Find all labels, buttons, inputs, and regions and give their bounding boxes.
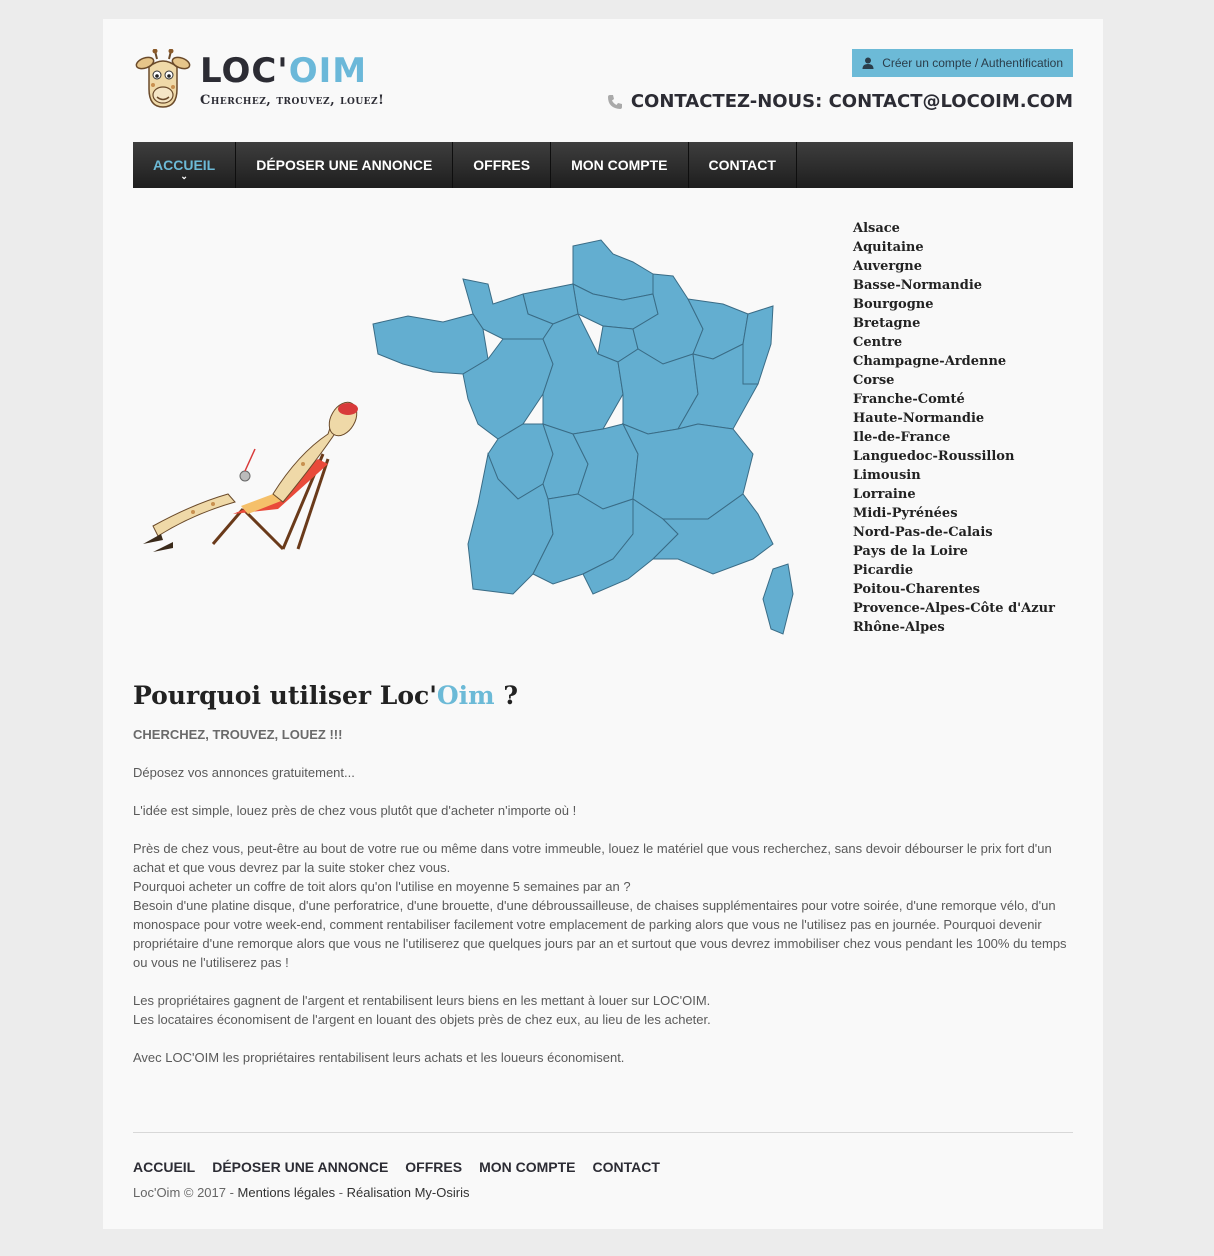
chevron-down-icon: ⌄	[180, 171, 188, 181]
region-link[interactable]: Picardie	[853, 563, 914, 578]
region-link[interactable]: Midi-Pyrénées	[853, 506, 958, 521]
paragraph: Pourquoi acheter un coffre de toit alors qu'on l'utilise en moyenne 5 semaines par an ?	[133, 879, 631, 894]
region-link[interactable]: Languedoc-Roussillon	[853, 449, 1015, 464]
giraffe-deckchair-illustration	[143, 397, 362, 552]
footer-link-contact[interactable]: CONTACT	[592, 1159, 660, 1175]
region-alsace	[743, 306, 773, 384]
region-link[interactable]: Poitou-Charentes	[853, 582, 980, 597]
region-link[interactable]: Rhône-Alpes	[853, 620, 945, 635]
user-icon	[862, 57, 874, 69]
region-list	[853, 219, 1093, 637]
paragraph: Les propriétaires gagnent de l'argent et rentabilisent leurs biens en les mettant à louer sur LOC'OIM.	[133, 993, 711, 1008]
region-link[interactable]: Haute-Normandie	[853, 411, 985, 426]
copyright-text: Loc'Oim © 2017 -	[133, 1185, 238, 1200]
paragraph: Les locataires économisent de l'argent en louant des objets près de chez eux, au lieu de les acheter.	[133, 1012, 711, 1027]
region-corse	[763, 564, 793, 634]
region-link[interactable]: Alsace	[853, 221, 900, 236]
nav-item-label: ACCUEIL	[153, 157, 216, 173]
region-link[interactable]: Franche-Comté	[853, 392, 965, 407]
nav-item-label: CONTACT	[708, 157, 776, 173]
nav-item-accueil[interactable]	[133, 142, 236, 188]
separator: -	[335, 1185, 347, 1200]
france-map[interactable]	[373, 240, 793, 634]
subtitle: CHERCHEZ, TROUVEZ, LOUEZ !!!	[133, 727, 343, 742]
nav-item-deposer[interactable]	[236, 142, 453, 188]
main-content	[133, 725, 1078, 1086]
giraffe-logo-icon	[133, 49, 195, 111]
page-container	[103, 19, 1103, 1229]
paragraph: Avec LOC'OIM les propriétaires rentabilisent leurs achats et les loueurs économisent.	[133, 1050, 625, 1065]
region-link[interactable]: Corse	[853, 373, 895, 388]
region-link[interactable]: Centre	[853, 335, 903, 350]
region-link[interactable]: Aquitaine	[853, 240, 924, 255]
footer-divider	[133, 1132, 1073, 1133]
nav-item-mon-compte[interactable]	[551, 142, 688, 188]
copyright	[133, 1185, 469, 1200]
region-link[interactable]: Provence-Alpes-Côte d'Azur	[853, 601, 1055, 616]
page-title: Pourquoi utiliser Loc'Oim ?	[133, 681, 518, 710]
region-link[interactable]: Champagne-Ardenne	[853, 354, 1007, 369]
footer-link-deposer[interactable]: DÉPOSER UNE ANNONCE	[212, 1159, 389, 1175]
map-svg	[133, 214, 813, 654]
region-link[interactable]: Limousin	[853, 468, 921, 483]
contact-text[interactable]: CONTACTEZ-NOUS: CONTACT@LOCOIM.COM	[630, 91, 1073, 112]
logo-wordmark: LOC'OIM	[200, 51, 368, 91]
nav-item-label: OFFRES	[473, 157, 531, 173]
region-bretagne	[373, 314, 488, 374]
paragraph: Déposez vos annonces gratuitement...	[133, 765, 355, 780]
site-logo[interactable]	[133, 49, 393, 119]
nav-item-contact[interactable]	[689, 142, 797, 188]
phone-icon	[607, 94, 623, 110]
footer-link-accueil[interactable]: ACCUEIL	[133, 1159, 196, 1175]
logo-tagline: Cherchez, trouvez, louez!	[200, 93, 385, 108]
account-button[interactable]	[852, 49, 1073, 77]
nav-item-label: DÉPOSER UNE ANNONCE	[256, 157, 433, 173]
nav-item-label: MON COMPTE	[571, 157, 668, 173]
paragraph: Besoin d'une platine disque, d'une perforatrice, d'une brouette, d'une débroussailleuse, de chaises supplémentaires pour votre soirée, d'une remorque vélo, d'un monospace pour votre week-end, comment rentabiliser facilement votre emplacement de parking alors que vous ne l'utilisez pas en journée. Pourquoi devenir propriétaire d'une remorque alors que vous ne l'utiliserez que quelques jours par an et surtout que vous devrez immobiliser chez vous pendant les 100% du temps ou vous ne l'utiliserez pas !	[133, 898, 1067, 970]
region-link[interactable]: Nord-Pas-de-Calais	[853, 525, 993, 540]
region-link[interactable]: Lorraine	[853, 487, 916, 502]
main-nav	[133, 142, 1073, 188]
map-section	[133, 214, 813, 654]
nav-item-offres[interactable]	[453, 142, 551, 188]
region-link[interactable]: Ile-de-France	[853, 430, 951, 445]
region-link[interactable]: Bourgogne	[853, 297, 934, 312]
region-link[interactable]: Auvergne	[853, 259, 923, 274]
credit-link[interactable]: Réalisation My-Osiris	[346, 1185, 470, 1200]
region-link[interactable]: Basse-Normandie	[853, 278, 983, 293]
region-link[interactable]: Bretagne	[853, 316, 921, 331]
footer-link-mon-compte[interactable]: MON COMPTE	[479, 1159, 576, 1175]
footer-nav	[133, 1159, 660, 1175]
account-button-label: Créer un compte / Authentification	[882, 56, 1063, 70]
footer-link-offres[interactable]: OFFRES	[405, 1159, 463, 1175]
region-link[interactable]: Pays de la Loire	[853, 544, 968, 559]
contact-line	[607, 91, 1073, 112]
legal-link[interactable]: Mentions légales	[237, 1185, 336, 1200]
paragraph: Près de chez vous, peut-être au bout de votre rue ou même dans votre immeuble, louez le matériel que vous recherchez, sans devoir débourser le prix fort d'un achat et que vous devrez par la suite stoker chez vous.	[133, 841, 1052, 875]
paragraph: L'idée est simple, louez près de chez vous plutôt que d'acheter n'importe où !	[133, 803, 577, 818]
